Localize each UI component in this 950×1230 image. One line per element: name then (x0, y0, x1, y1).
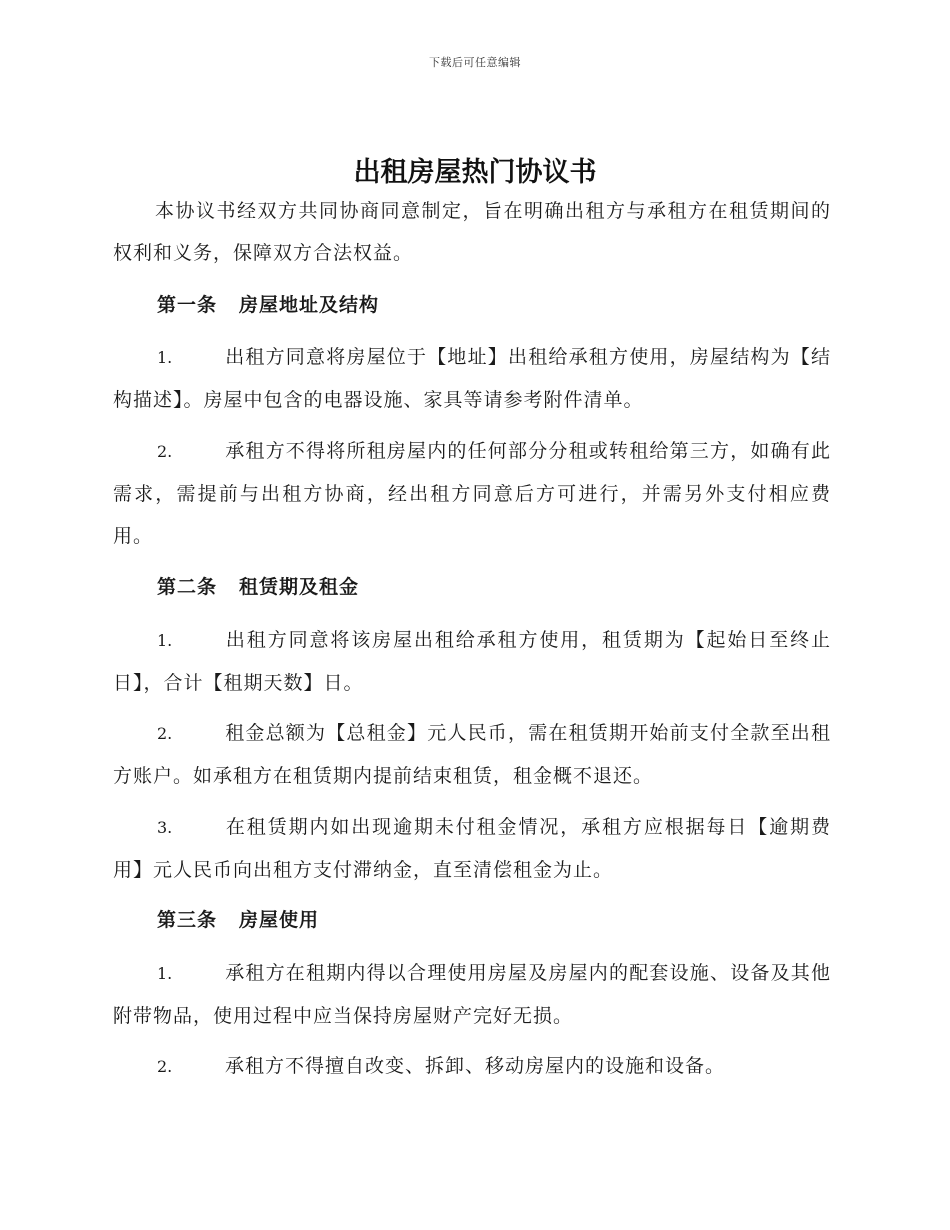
clause-1-2 (113, 430, 831, 557)
clause-number: 2. (157, 442, 173, 461)
clause-number: 1. (157, 631, 173, 650)
section-2-title (157, 567, 359, 607)
header-note: 下载后可任意编辑 (429, 56, 521, 69)
clause-number: 1. (157, 964, 173, 983)
clause-2-3 (113, 806, 831, 891)
clause-number: 1. (157, 348, 173, 367)
section-2-label: 第二条 (157, 576, 218, 598)
clause-text: 出租方同意将该房屋出租给承租方使用，租赁期为【起始日至终止日】，合计【租期天数】日。 (113, 629, 831, 694)
clause-text: 承租方不得擅自改变、拆卸、移动房屋内的设施和设备。 (225, 1055, 726, 1077)
clause-2-2 (113, 712, 831, 797)
section-1-name: 房屋地址及结构 (239, 294, 380, 316)
clause-number: 2. (157, 1057, 173, 1076)
clause-2-1 (113, 619, 831, 704)
section-3-label: 第三条 (157, 909, 218, 931)
clause-text: 租金总额为【总租金】元人民币，需在租赁期开始前支付全款至出租方账户。如承租方在租赁期内提前结束租赁，租金概不退还。 (113, 722, 831, 787)
section-3-title (157, 900, 319, 940)
section-1-title (157, 285, 379, 325)
clause-number: 3. (157, 818, 173, 837)
clause-3-1 (113, 952, 831, 1037)
clause-number: 2. (157, 724, 173, 743)
clause-text: 出租方同意将房屋位于【地址】出租给承租方使用，房屋结构为【结构描述】。房屋中包含的电器设施、家具等请参考附件清单。 (113, 346, 831, 411)
clause-text: 承租方不得将所租房屋内的任何部分分租或转租给第三方，如确有此需求，需提前与出租方协商，经出租方同意后方可进行，并需另外支付相应费用。 (113, 440, 831, 547)
section-2-name: 租赁期及租金 (239, 576, 360, 598)
document-title: 出租房屋热门协议书 (353, 157, 597, 188)
intro-paragraph: 本协议书经双方共同协商同意制定，旨在明确出租方与承租方在租赁期间的权利和义务，保障双方合法权益。 (113, 200, 831, 264)
clause-text: 在租赁期内如出现逾期未付租金情况，承租方应根据每日【逾期费用】元人民币向出租方支付滞纳金，直至清偿租金为止。 (113, 816, 831, 881)
clause-1-1 (113, 336, 831, 421)
clause-text: 承租方在租期内得以合理使用房屋及房屋内的配套设施、设备及其他附带物品，使用过程中应当保持房屋财产完好无损。 (113, 962, 831, 1027)
section-1-label: 第一条 (157, 294, 218, 316)
clause-3-2 (113, 1045, 831, 1088)
section-3-name: 房屋使用 (239, 909, 320, 931)
